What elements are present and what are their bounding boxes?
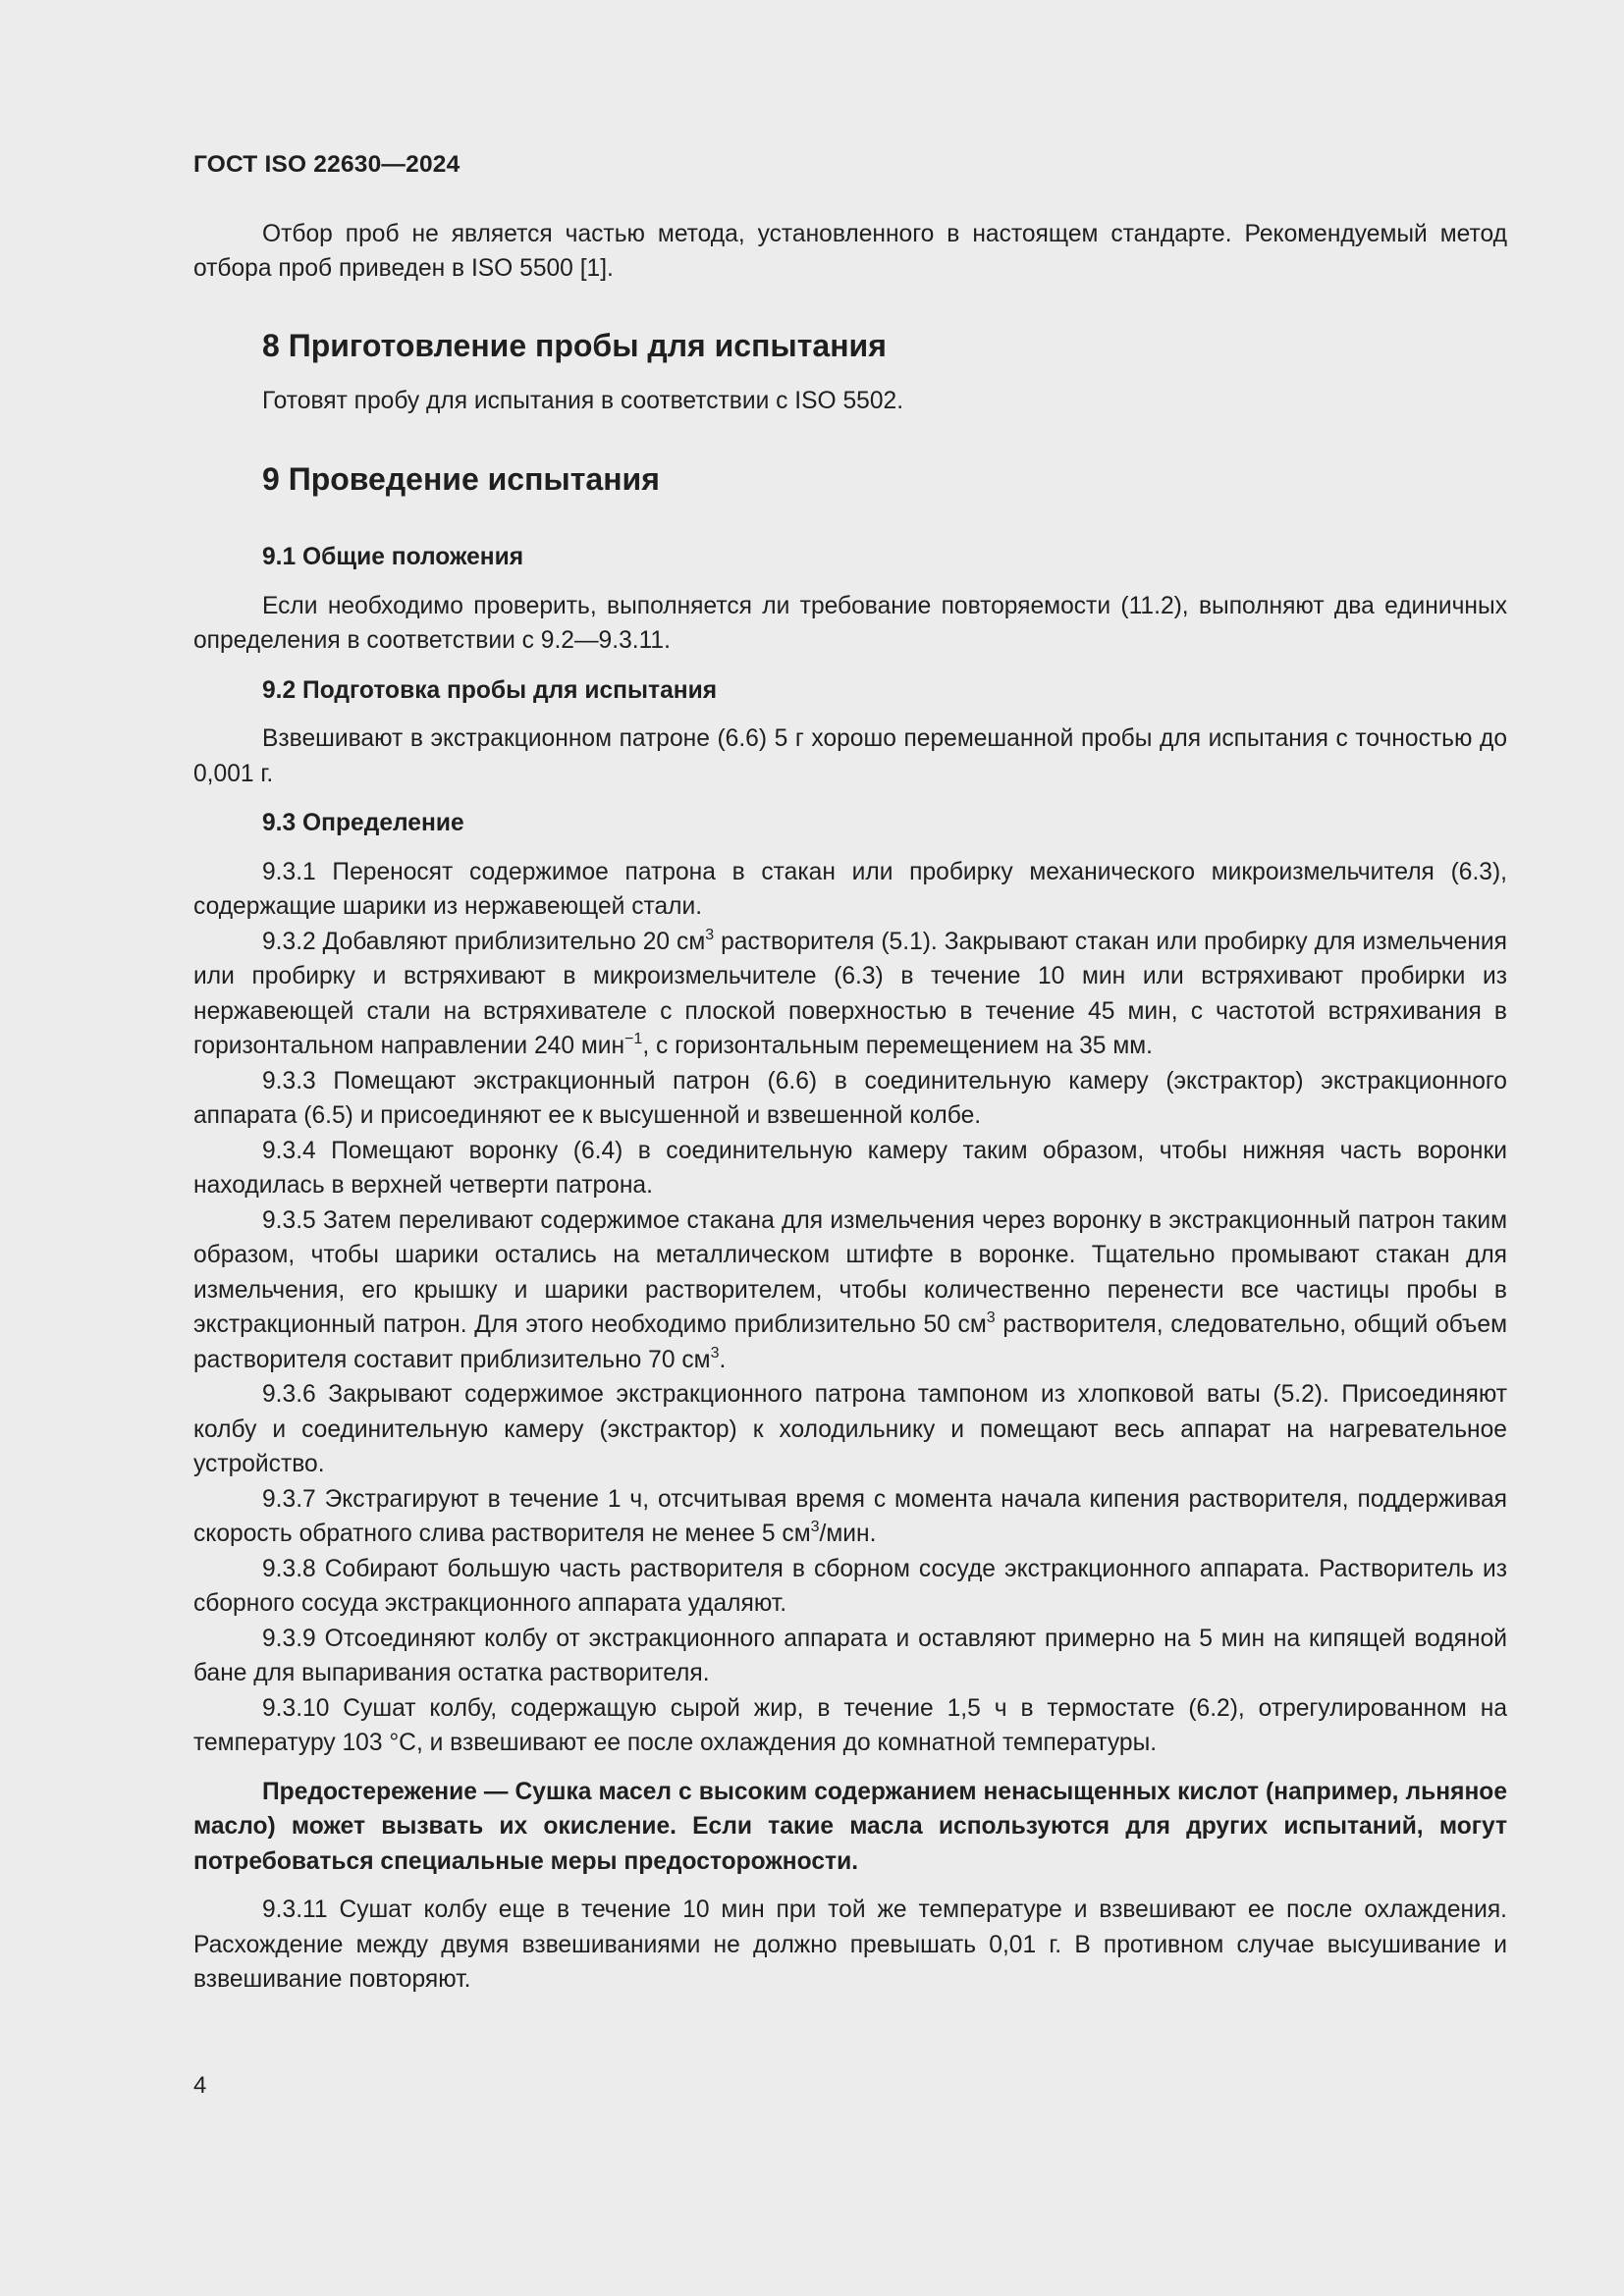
- paragraph-9-3-6: 9.3.6 Закрывают содержимое экстракционного патрона тампоном из хлопковой ваты (5.2). Присоединяют колбу и соединительную камеру (экстрактор) к холодильнику и помещают весь аппарат на нагревательное устройство.: [193, 1381, 1507, 1477]
- paragraph-9-3-7: [193, 1482, 1507, 1552]
- section-8-text: Готовят пробу для испытания в соответствии с ISO 5502.: [262, 387, 904, 414]
- superscript-cubic: 3: [705, 926, 715, 943]
- superscript-cubic: 3: [986, 1309, 996, 1326]
- superscript-minus-one: −1: [624, 1031, 643, 1047]
- document-code-header: ГОСТ ISO 22630—2024: [193, 151, 460, 178]
- paragraph-9-3-7-part-b: /мин.: [819, 1521, 877, 1547]
- paragraph-9-3-1: 9.3.1 Переносят содержимое патрона в стакан или пробирку механического микроизмельчителя (6.3), содержащие шарики из нержавеющей стали.: [193, 858, 1507, 920]
- subsection-9-2-text: Взвешивают в экстракционном патроне (6.6) 5 г хорошо перемешанной пробы для испытания с точностью до 0,001 г.: [193, 725, 1507, 787]
- page-content: [193, 147, 1507, 1998]
- section-8-heading: 8 Приготовление пробы для испытания: [262, 327, 887, 363]
- subsection-9-3-heading: 9.3 Определение: [262, 810, 464, 836]
- paragraph-9-3-11: 9.3.11 Сушат колбу еще в течение 10 мин при той же температуре и взвешивают ее после охлаждения. Расхождение между двумя взвешиваниями не должно превышать 0,01 г. В противном случае высушивание и взвешивание повторяют.: [193, 1896, 1507, 1993]
- paragraph-9-3-2-part-b: растворителя (5.1). Закрывают стакан или пробирку для измельчения или пробирку и встряхивают в микроизмельчителе (6.3) в течение 10 мин или встряхивают пробирки из нержавеющей стали на встряхивателе с плоской поверхностью в течение 45 мин, с частотой встряхивания в горизонтальном направлении 240 мин: [193, 928, 1507, 1059]
- paragraph-9-3-2: [193, 925, 1507, 1064]
- intro-paragraph: Отбор проб не является частью метода, установленного в настоящем стандарте. Рекомендуемый метод отбора проб приведен в ISO 5500 [1].: [193, 220, 1507, 282]
- paragraph-9-3-7-part-a: 9.3.7 Экстрагируют в течение 1 ч, отсчитывая время с момента начала кипения растворителя, поддерживая скорость обратного слива растворителя не менее 5 см: [193, 1485, 1507, 1547]
- superscript-cubic: 3: [810, 1519, 820, 1535]
- paragraph-9-3-5: [193, 1203, 1507, 1378]
- paragraph-9-3-5-part-b: растворителя, следовательно, общий объем растворителя составит приблизительно 70 см: [193, 1311, 1507, 1373]
- paragraph-9-3-2-part-c: , с горизонтальным перемещением на 35 мм.: [642, 1033, 1153, 1059]
- paragraph-9-3-5-part-c: .: [719, 1346, 727, 1373]
- paragraph-9-3-5-part-a: 9.3.5 Затем переливают содержимое стакана для измельчения через воронку в экстракционный патрон таким образом, чтобы шарики остались на металлическом штифте в воронке. Тщательно промывают стакан для измельчения, его крышку и шарики растворителем, чтобы количественно перенести все частицы пробы в экстракционный патрон. Для этого необходимо приблизительно 50 см: [193, 1206, 1507, 1338]
- paragraph-9-3-2-part-a: 9.3.2 Добавляют приблизительно 20 см: [262, 928, 706, 955]
- paragraph-9-3-8: 9.3.8 Собирают большую часть растворителя в сборном сосуде экстракционного аппарата. Растворитель из сборного сосуда экстракционного аппарата удаляют.: [193, 1555, 1507, 1617]
- warning-paragraph: Предостережение — Сушка масел с высоким содержанием ненасыщенных кислот (например, льняное масло) может вызвать их окисление. Если такие масла используются для других испытаний, могут потребоваться специальные меры предосторожности.: [193, 1778, 1507, 1875]
- paragraph-9-3-9: 9.3.9 Отсоединяют колбу от экстракционного аппарата и оставляют примерно на 5 мин на кипящей водяной бане для выпаривания остатка растворителя.: [193, 1625, 1507, 1686]
- subsection-9-2-heading: 9.2 Подготовка пробы для испытания: [262, 676, 718, 704]
- subsection-9-1-text: Если необходимо проверить, выполняется ли требование повторяемости (11.2), выполняют два единичных определения в соответствии с 9.2—9.3.11.: [193, 592, 1507, 654]
- page-number: 4: [193, 2072, 207, 2099]
- section-9-heading: 9 Проведение испытания: [262, 461, 660, 497]
- paragraph-9-3-4: 9.3.4 Помещают воронку (6.4) в соединительную камеру таким образом, чтобы нижняя часть воронки находилась в верхней четверти патрона.: [193, 1137, 1507, 1199]
- superscript-cubic: 3: [710, 1344, 720, 1362]
- paragraph-9-3-3: 9.3.3 Помещают экстракционный патрон (6.6) в соединительную камеру (экстрактор) экстракционного аппарата (6.5) и присоединяют ее к высушенной и взвешенной колбе.: [193, 1067, 1507, 1129]
- subsection-9-1-heading: 9.1 Общие положения: [262, 544, 524, 570]
- paragraph-9-3-10: 9.3.10 Сушат колбу, содержащую сырой жир, в течение 1,5 ч в термостате (6.2), отрегулированном на температуру 103 °С, и взвешивают ее после охлаждения до комнатной температуры.: [193, 1694, 1507, 1756]
